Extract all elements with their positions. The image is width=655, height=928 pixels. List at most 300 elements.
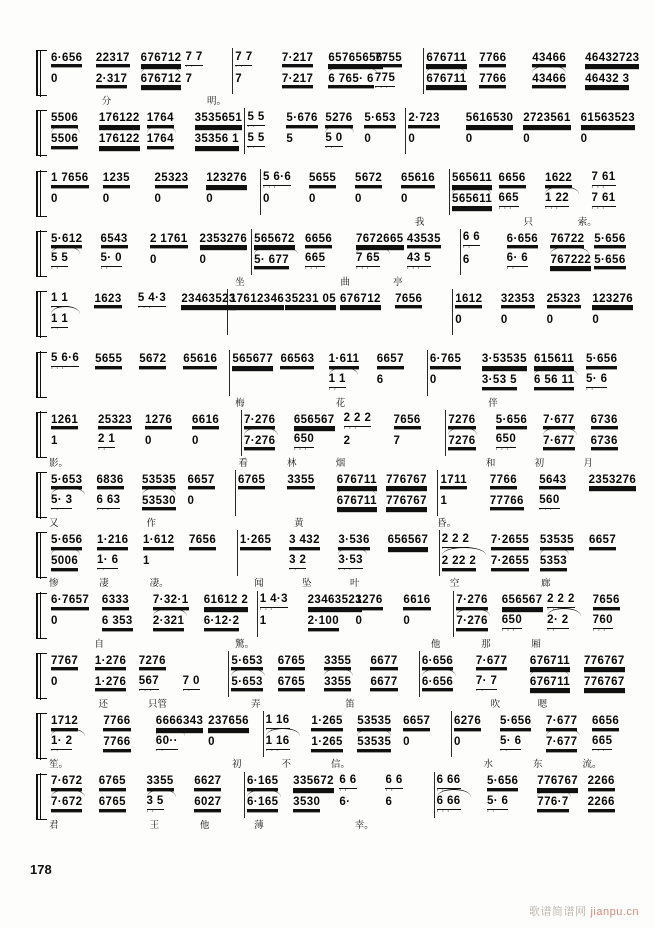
lyric-group <box>49 815 254 830</box>
lyric-cell <box>321 212 366 227</box>
measure-group <box>258 591 455 637</box>
lyric-cell <box>285 393 335 408</box>
voice-upper <box>592 289 636 310</box>
voice-lower <box>95 672 137 693</box>
lyric-cell <box>583 513 632 528</box>
note-token: 7766 ···· <box>103 736 131 755</box>
octave-dots: ······· <box>155 727 194 734</box>
note-token: 2·100 ···· <box>307 615 340 634</box>
octave-dots: ···· <box>393 425 416 432</box>
octave-dots: ···· <box>51 425 73 432</box>
note-token: 22317 ····· <box>95 51 130 70</box>
voice-lower <box>278 672 322 693</box>
octave-dots: ··· <box>436 787 453 794</box>
note-cell <box>589 410 636 456</box>
lyric-cell <box>584 151 632 166</box>
note-cell <box>450 169 497 215</box>
note-cell <box>49 350 93 396</box>
octave-dots: ···· <box>479 63 501 70</box>
note-cell <box>537 470 586 516</box>
note-cell <box>500 591 545 637</box>
lyric-syllable: 笛 <box>345 699 355 710</box>
voice-lower <box>240 551 287 572</box>
voice-lower <box>156 732 206 753</box>
lyric-syllable: 和 <box>485 457 496 469</box>
octave-dots: ···· <box>138 666 161 673</box>
voice-upper <box>325 108 362 129</box>
note-cell <box>532 350 584 396</box>
voice-upper <box>156 711 206 732</box>
voice-lower <box>147 793 193 814</box>
voice-upper <box>294 410 342 431</box>
note-cell <box>101 169 153 215</box>
octave-dots: ···· <box>408 124 430 131</box>
note-cell <box>186 470 232 516</box>
voice-upper <box>589 530 636 551</box>
lyric-cell <box>288 272 341 287</box>
measure-group <box>49 470 236 516</box>
note-token: 6 353 ···· <box>101 615 133 634</box>
voice-upper <box>586 350 636 371</box>
measure-group <box>49 772 245 818</box>
lyric-cell <box>546 815 589 830</box>
note-token: 43535 ····· <box>406 232 441 251</box>
lyric-cell <box>535 453 584 468</box>
voice-lower <box>422 672 474 693</box>
lyrics-row <box>49 513 636 528</box>
octave-dots: ····· <box>142 506 169 513</box>
measure-group <box>49 651 229 697</box>
octave-dots: ···· <box>545 184 567 191</box>
voice-lower <box>51 491 95 512</box>
octave-dots: ··· <box>293 446 311 453</box>
voice-lower <box>309 190 353 211</box>
lyric-cell <box>541 272 587 287</box>
staff-system <box>36 108 636 166</box>
voice-upper <box>155 169 205 190</box>
lyric-syllable: 还 <box>98 699 109 710</box>
octave-dots: ···· <box>101 627 124 634</box>
octave-dots: ·· <box>51 748 62 755</box>
voice-lower <box>51 612 100 633</box>
measure-grid <box>49 651 636 697</box>
voice-upper <box>286 108 323 129</box>
voice-lower <box>206 190 256 211</box>
lyric-cell <box>235 272 288 287</box>
lyric-syllable: 王 <box>149 819 160 831</box>
note-cell <box>583 48 640 94</box>
note-cell <box>355 711 401 757</box>
note-cell <box>153 169 205 215</box>
lyric-syllable: 廊 <box>540 578 551 590</box>
voice-upper <box>189 530 233 551</box>
note-cell <box>307 169 353 215</box>
octave-dots: ······ <box>98 145 132 152</box>
note-token: 61612 2 ······ <box>203 594 249 613</box>
octave-dots: ······ <box>585 84 618 91</box>
lyric-cell <box>193 151 241 166</box>
measure-group <box>428 350 636 396</box>
voice-lower <box>99 793 145 814</box>
note-token: 5672 ···· <box>355 172 383 191</box>
note-token: 5 4·3 ··· <box>137 291 167 312</box>
voice-upper <box>247 108 284 129</box>
voice-lower <box>547 612 590 633</box>
lyric-syllable: 惨 <box>49 578 59 590</box>
voice-lower <box>501 310 545 331</box>
note-token: 66563 ····· <box>280 353 315 372</box>
octave-dots: ·· <box>100 265 112 272</box>
lyric-syllable: 初 <box>534 457 545 469</box>
note-token: 1261 ···· <box>51 413 79 432</box>
note-token: 6765 ···· <box>277 654 305 673</box>
note-token: 7 61 ··· <box>591 192 616 212</box>
lyric-group <box>235 272 450 287</box>
note-token: 7·672 ···· <box>51 796 83 815</box>
voice-upper <box>407 229 456 250</box>
lyric-cell <box>49 634 95 649</box>
note-token: 1·276 ···· <box>94 654 127 673</box>
note-token: 0 <box>455 313 462 326</box>
voice-upper <box>280 350 326 371</box>
voice-lower <box>388 551 435 572</box>
voice-lower <box>311 732 355 753</box>
voice-upper <box>496 410 541 431</box>
note-token: 650 ··· <box>495 433 517 453</box>
lyric-syllable: 又 <box>49 518 59 530</box>
note-token: 5·653 ···· <box>51 473 83 492</box>
note-token: 0 <box>355 615 363 628</box>
note-cell <box>284 108 323 154</box>
note-cell <box>541 410 588 456</box>
octave-dots: ···· <box>293 808 315 815</box>
note-token: 65616 ····· <box>401 172 436 191</box>
note-cell <box>278 350 326 396</box>
note-token: 1·611 ···· <box>328 353 360 372</box>
voice-lower <box>487 793 535 814</box>
octave-dots: ······ <box>426 84 459 91</box>
voice-lower <box>294 431 342 452</box>
note-cell <box>406 108 463 154</box>
note-token: 7· 7 ·· <box>475 674 498 694</box>
note-token: 5· 6 ·· <box>499 734 522 755</box>
lyric-syllable: 花 <box>335 397 346 409</box>
note-cell <box>464 108 521 154</box>
octave-dots: ····· <box>539 546 567 553</box>
lyric-cell <box>148 694 198 709</box>
voice-lower <box>150 250 198 271</box>
octave-dots: ···· <box>194 808 216 815</box>
voice-lower <box>231 672 275 693</box>
note-cell <box>137 350 181 396</box>
voice-upper <box>51 651 93 672</box>
staff-system <box>36 772 636 830</box>
lyric-cell <box>379 634 427 649</box>
lyric-cell <box>495 272 541 287</box>
voice-upper <box>99 108 145 129</box>
measure-grid <box>49 470 636 516</box>
voice-lower <box>456 612 499 633</box>
note-token: 6656 ···· <box>305 232 333 251</box>
octave-dots: ···· <box>96 546 119 553</box>
lyric-cell <box>245 151 293 166</box>
note-token: 5 6·6 ··· <box>51 352 80 372</box>
note-token: 1·612 ···· <box>142 534 175 553</box>
note-token: 6· 6 ·· <box>506 252 529 272</box>
lyric-cell <box>380 754 430 769</box>
voice-upper <box>285 289 338 310</box>
note-token: 1 1 ·· <box>51 312 69 333</box>
octave-dots: ···· <box>95 365 117 372</box>
octave-dots: ···· <box>305 244 327 251</box>
octave-dots: ······ <box>387 546 420 553</box>
voice-lower <box>430 371 480 392</box>
voice-lower <box>145 431 190 452</box>
note-cell <box>198 229 248 275</box>
note-token: 43466 ····· <box>532 51 567 70</box>
note-token: 0 <box>429 374 437 387</box>
measure-group <box>454 591 636 637</box>
lyric-syllable: 笙。 <box>49 759 69 771</box>
note-token: 1 <box>142 555 150 568</box>
voice-upper <box>540 530 587 551</box>
octave-dots: ···· <box>243 446 266 453</box>
measure-grid <box>49 48 640 94</box>
note-token: 3·53 5 ···· <box>481 374 517 393</box>
lyric-cell <box>98 513 147 528</box>
measure-group <box>49 711 264 757</box>
watermark-site-cn: 歌谱简谱网 <box>528 905 587 918</box>
octave-dots: ···· <box>355 606 378 613</box>
octave-dots: ·· <box>499 748 511 755</box>
octave-dots: ····· <box>98 425 125 432</box>
voice-lower <box>375 69 420 90</box>
lyric-syllable: 君 <box>49 819 59 831</box>
note-cell <box>94 48 139 94</box>
note-token: 5·656 ···· <box>486 775 519 794</box>
note-token: 2 2 2 ··· <box>343 412 372 432</box>
voice-upper <box>97 470 141 491</box>
octave-dots: ··· <box>51 365 68 372</box>
lyric-syllable: 不 <box>281 759 291 771</box>
octave-dots: ·· <box>98 446 109 453</box>
note-cell <box>276 651 322 697</box>
lyric-cell <box>183 212 228 227</box>
voice-upper <box>422 651 474 672</box>
lyric-cell <box>440 393 488 408</box>
voice-lower <box>329 371 375 392</box>
octave-dots: ···· <box>192 425 214 432</box>
voice-upper <box>479 48 530 69</box>
voice-lower <box>230 310 283 331</box>
lyric-syllable: 月 <box>583 457 593 469</box>
voice-upper <box>594 229 636 250</box>
octave-dots: ···· <box>324 687 346 694</box>
measure-group <box>452 711 636 757</box>
note-cell <box>137 651 181 697</box>
note-cell <box>183 48 228 94</box>
note-token: 0 <box>263 193 270 206</box>
voice-upper <box>254 229 303 250</box>
staff-system <box>36 350 636 408</box>
lyric-cell <box>469 212 523 227</box>
voice-lower <box>385 793 429 814</box>
octave-dots: ·· <box>247 145 259 152</box>
voice-lower <box>539 491 586 512</box>
note-token: 7766 ···· <box>479 51 507 70</box>
note-cell <box>283 289 338 335</box>
note-cell <box>335 470 384 516</box>
note-cell <box>586 772 636 818</box>
note-cell <box>49 651 93 697</box>
octave-dots: ···· <box>539 485 561 492</box>
octave-dots: ·· <box>155 748 167 755</box>
voice-lower <box>344 431 392 452</box>
lyric-group <box>440 393 636 408</box>
voice-lower <box>51 551 95 572</box>
note-token: 0 <box>453 736 461 749</box>
note-token: 2266 ···· <box>587 796 615 815</box>
note-cell <box>535 772 585 818</box>
note-token: 1· 2 ·· <box>51 734 73 755</box>
lyric-cell <box>142 453 188 468</box>
lyric-syllable: 空 <box>449 578 460 590</box>
lyric-cell <box>398 573 446 588</box>
voice-lower <box>97 491 141 512</box>
voice-upper <box>188 470 232 491</box>
note-token: 5·653 ···· <box>231 675 263 694</box>
lyric-cell <box>235 393 285 408</box>
voice-upper <box>185 48 228 69</box>
lyric-group <box>459 815 636 830</box>
lyric-cell <box>541 573 587 588</box>
octave-dots: ···· <box>103 748 125 755</box>
note-cell <box>440 530 489 576</box>
octave-dots: ···· <box>429 365 452 372</box>
note-token: 335672 ······ <box>293 775 334 794</box>
lyric-cell <box>535 513 584 528</box>
lyric-syllable: 影。 <box>49 457 69 469</box>
octave-dots: ···· <box>203 627 226 634</box>
voice-lower <box>364 129 401 150</box>
octave-dots: ····· <box>51 184 78 191</box>
note-token: 1 <box>259 615 267 628</box>
lyrics-row <box>49 212 636 227</box>
voice-upper <box>329 350 375 371</box>
voice-lower <box>476 672 528 693</box>
note-token: 5·656 ···· <box>499 715 532 734</box>
voice-upper <box>463 229 505 250</box>
octave-dots: ····· <box>142 485 169 492</box>
note-token: 0 <box>408 133 416 146</box>
note-token: 7·672 ···· <box>51 775 83 794</box>
octave-dots: ···· <box>376 365 399 372</box>
voice-lower <box>437 793 485 814</box>
lyrics-row <box>49 573 636 588</box>
voice-upper <box>143 530 187 551</box>
octave-dots: ····· <box>357 727 385 734</box>
voice-lower <box>479 69 530 90</box>
note-token: 0 <box>592 313 600 326</box>
note-token: 7·2655 ····· <box>490 534 530 553</box>
lyric-syllable: 昏。 <box>437 518 457 530</box>
octave-dots: ···· <box>51 546 73 553</box>
octave-dots: ··· <box>374 85 392 91</box>
lyric-cell <box>503 815 546 830</box>
voice-upper <box>101 229 149 250</box>
voice-upper <box>139 350 181 371</box>
voice-lower <box>195 129 241 150</box>
voice-upper <box>442 530 489 551</box>
lyrics-row <box>49 634 636 649</box>
octave-dots: ···· <box>231 687 253 694</box>
octave-dots: ···· <box>254 265 276 272</box>
note-token: 5672 ···· <box>139 353 167 372</box>
note-token: 5 5 ·· <box>51 252 69 272</box>
octave-dots: ···· <box>231 666 253 673</box>
note-cell <box>452 711 498 757</box>
lyric-cell <box>49 332 97 347</box>
voice-lower <box>403 612 449 633</box>
lyric-cell <box>94 212 139 227</box>
octave-dots: ··· <box>591 184 608 191</box>
note-token: 7·677 ···· <box>546 715 578 734</box>
note-token: 2 1761 ····· <box>150 232 188 251</box>
octave-dots: ······· <box>588 485 627 492</box>
system-brace <box>36 50 47 96</box>
note-token: 3 5 ·· <box>146 795 164 815</box>
note-token: 5· 3 ·· <box>51 493 73 514</box>
voice-lower <box>491 551 538 572</box>
octave-dots: ········ <box>181 304 225 311</box>
voice-upper <box>51 410 96 431</box>
voice-upper <box>502 591 545 612</box>
lyric-cell <box>437 513 486 528</box>
voice-upper <box>592 169 637 190</box>
note-token: 0 <box>500 313 508 326</box>
voice-lower <box>592 310 636 331</box>
voice-upper <box>340 289 393 310</box>
lyric-cell <box>450 573 496 588</box>
note-token: 3355 ···· <box>146 775 174 794</box>
voice-lower <box>51 732 101 753</box>
note-token: 6·656 ···· <box>51 51 83 70</box>
octave-dots: ··· <box>137 305 155 312</box>
octave-dots: ···· <box>456 606 478 613</box>
octave-dots: ···· <box>456 627 478 634</box>
note-token: 6657 ···· <box>187 473 215 492</box>
voice-lower <box>238 491 285 512</box>
note-token: 53535 ····· <box>142 473 176 492</box>
note-token: 6677 ···· <box>370 675 398 694</box>
note-token: 656567 ······ <box>501 594 543 613</box>
lyrics-row <box>49 393 636 408</box>
note-token: 2 22 2 ···· <box>441 555 477 574</box>
note-cell <box>309 711 355 757</box>
note-token: 35231 05 ······· <box>284 292 337 311</box>
voice-lower <box>377 371 423 392</box>
note-token: 7 <box>235 72 243 85</box>
note-token: 53535 ····· <box>357 736 392 755</box>
voice-lower <box>581 129 636 150</box>
octave-dots: ······ <box>592 304 625 311</box>
note-token: 6616 ···· <box>192 413 220 432</box>
lyric-cell <box>495 91 541 106</box>
lyric-group <box>440 332 636 347</box>
lyric-cell <box>437 453 486 468</box>
note-cell <box>145 772 193 818</box>
lyric-group <box>235 393 440 408</box>
